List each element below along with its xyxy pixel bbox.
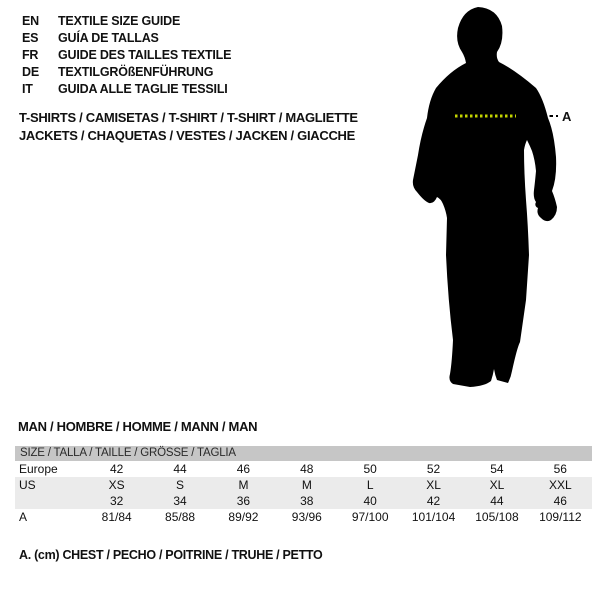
table-row-us <box>15 477 592 493</box>
size-table <box>15 446 592 525</box>
size-cell: 46 <box>236 462 251 476</box>
row-label: Europe <box>19 462 58 476</box>
garment-line-tshirts: T-SHIRTS / CAMISETAS / T-SHIRT / T-SHIRT / MAGLIETTE <box>19 110 358 125</box>
size-cell: L <box>366 478 374 492</box>
size-cell: XL <box>426 478 441 492</box>
language-text: TEXTILGRÖßENFÜHRUNG <box>58 65 214 79</box>
size-cell: 105/108 <box>475 510 519 524</box>
size-cell: 81/84 <box>101 510 132 524</box>
language-row-it <box>22 81 231 98</box>
size-cell: 36 <box>236 494 251 508</box>
size-cell: S <box>176 478 185 492</box>
size-cell: 54 <box>490 462 504 476</box>
man-figure <box>405 0 600 400</box>
size-cell: 44 <box>173 462 187 476</box>
size-cell: M <box>301 478 312 492</box>
size-cell: 50 <box>363 462 377 476</box>
size-cell: 56 <box>553 462 567 476</box>
table-row-europe <box>15 461 592 477</box>
language-code: DE <box>22 65 39 79</box>
size-cell: 109/112 <box>539 510 582 524</box>
size-cell: 32 <box>110 494 124 508</box>
language-code: FR <box>22 48 39 62</box>
size-cell: 52 <box>426 462 441 476</box>
measurement-footnote: A. (cm) CHEST / PECHO / POITRINE / TRUHE / PETTO <box>19 548 323 562</box>
language-row-es <box>22 30 231 47</box>
row-label <box>15 493 85 509</box>
row-label: A <box>19 510 28 524</box>
size-cell: 34 <box>173 494 187 508</box>
man-silhouette <box>413 7 557 387</box>
size-cell: M <box>238 478 249 492</box>
language-row-fr <box>22 47 231 64</box>
language-text: GUÍA DE TALLAS <box>58 31 159 45</box>
language-code: IT <box>22 82 33 96</box>
language-text: TEXTILE SIZE GUIDE <box>58 14 181 28</box>
size-cell: 42 <box>426 494 441 508</box>
size-cell: 40 <box>363 494 377 508</box>
size-cell: 89/92 <box>228 510 259 524</box>
language-code: ES <box>22 31 39 45</box>
language-row-de <box>22 64 231 81</box>
language-list <box>22 13 231 98</box>
row-label: US <box>19 478 36 492</box>
size-cell: XS <box>108 478 125 492</box>
language-text: GUIDE DES TAILLES TEXTILE <box>58 48 232 62</box>
size-cell: XXL <box>548 478 572 492</box>
size-cell: 42 <box>110 462 124 476</box>
size-cell: 44 <box>490 494 504 508</box>
garment-type-lines <box>19 109 358 145</box>
table-row-chest-cm <box>15 509 592 525</box>
size-cell: 38 <box>300 494 314 508</box>
language-text: GUIDA ALLE TAGLIE TESSILI <box>58 82 228 96</box>
size-cell: 93/96 <box>291 510 322 524</box>
measure-label-a: A <box>562 109 572 124</box>
size-cell: XL <box>489 478 505 492</box>
size-cell: 97/100 <box>351 510 389 524</box>
size-table-header: SIZE / TALLA / TAILLE / GRÖSSE / TAGLIA <box>15 446 592 461</box>
garment-line-jackets: JACKETS / CHAQUETAS / VESTES / JACKEN / GIACCHE <box>19 128 355 143</box>
size-cell: 85/88 <box>165 510 196 524</box>
section-title-man: MAN / HOMBRE / HOMME / MANN / MAN <box>18 419 258 434</box>
table-row-us-numeric <box>15 493 592 509</box>
size-cell: 101/104 <box>411 510 456 524</box>
language-row-en <box>22 13 231 30</box>
size-cell: 48 <box>300 462 314 476</box>
size-cell: 46 <box>553 494 567 508</box>
language-code: EN <box>22 14 39 28</box>
